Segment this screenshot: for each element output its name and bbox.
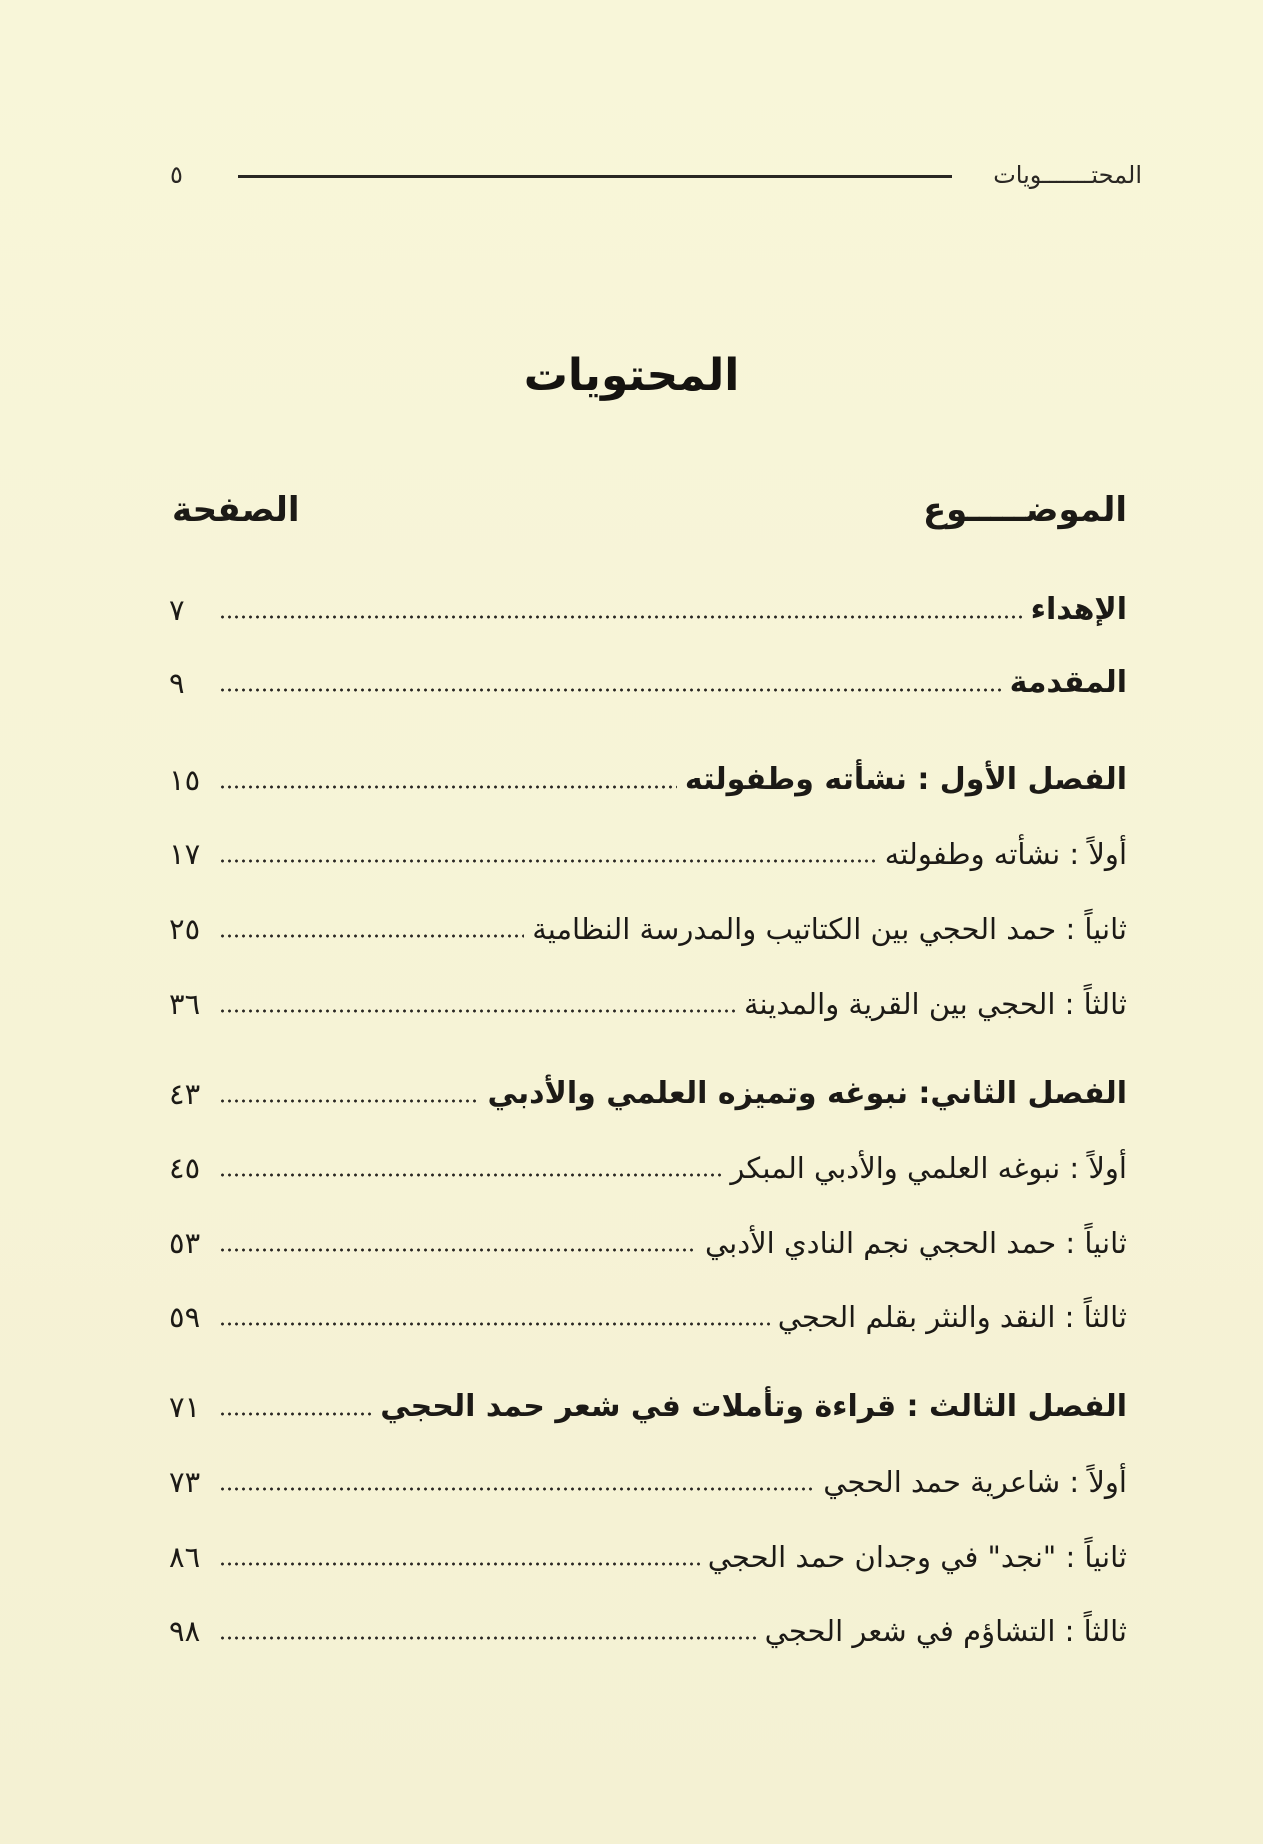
dot-leader: [219, 783, 677, 791]
toc-entry-page: ٧: [169, 593, 185, 627]
toc-entry[interactable]: [169, 834, 1127, 874]
toc-entry-label: الفصل الثالث : قراءة وتأملات في شعر حمد الحجي: [380, 1389, 1127, 1424]
dot-leader: [219, 1097, 480, 1105]
toc-entry-page: ١٧: [169, 837, 201, 871]
toc-entry[interactable]: [169, 590, 1127, 630]
toc-entry-page: ٨٦: [169, 1540, 201, 1574]
running-head-rule: [238, 175, 952, 178]
toc-entry-page: ٧١: [169, 1390, 201, 1424]
dot-leader: [219, 1560, 700, 1568]
toc-entry[interactable]: [169, 1148, 1127, 1188]
dot-leader: [219, 686, 1002, 694]
running-head-title: المحتـــــــويات: [993, 161, 1142, 189]
toc-entry[interactable]: [169, 1611, 1127, 1651]
dot-leader: [219, 1246, 697, 1254]
toc-entry-label: الفصل الثاني: نبوغه وتميزه العلمي والأدبي: [487, 1076, 1127, 1111]
toc-entry-label: أولاً : نبوغه العلمي والأدبي المبكر: [730, 1151, 1127, 1185]
toc-entry-page: ٤٥: [169, 1151, 201, 1185]
dot-leader: [219, 1320, 770, 1328]
toc-entry-page: ٥٣: [169, 1226, 201, 1260]
toc-entry[interactable]: [169, 1297, 1127, 1337]
dot-leader: [219, 1410, 372, 1418]
toc-entry-label: ثالثاً : الحجي بين القرية والمدينة: [743, 987, 1127, 1021]
dot-leader: [219, 932, 524, 940]
toc-entry-label: ثانياً : "نجد" في وجدان حمد الحجي: [707, 1540, 1127, 1574]
toc-entry-label: أولاً : نشأته وطفولته: [884, 837, 1127, 871]
toc-entry-page: ٤٣: [169, 1077, 201, 1111]
toc-entry-page: ٢٥: [169, 912, 201, 946]
toc-entry-page: ٩: [169, 666, 185, 700]
running-head: [170, 160, 1142, 190]
column-header-page: الصفحة: [172, 490, 300, 530]
running-head-page-number: ٥: [170, 161, 183, 189]
toc-entry-label: ثالثاً : التشاؤم في شعر الحجي: [764, 1614, 1127, 1648]
toc-entry-page: ٣٦: [169, 987, 201, 1021]
toc-entry-page: ٧٣: [169, 1465, 201, 1499]
toc-entry-label: ثانياً : حمد الحجي بين الكتاتيب والمدرسة النظامية: [532, 912, 1127, 946]
toc-entry[interactable]: [169, 1462, 1127, 1502]
toc-entry[interactable]: [169, 1223, 1127, 1263]
toc-entry-label: الفصل الأول : نشأته وطفولته: [684, 762, 1127, 797]
toc-entry-label: الإهداء: [1030, 592, 1127, 627]
toc-entry-page: ١٥: [169, 763, 201, 797]
toc-entry-label: أولاً : شاعرية حمد الحجي: [823, 1465, 1127, 1499]
column-headers: [172, 490, 1127, 540]
toc-entry[interactable]: [169, 1387, 1127, 1427]
toc-entry[interactable]: [169, 1537, 1127, 1577]
dot-leader: [219, 857, 877, 865]
dot-leader: [219, 1634, 757, 1642]
toc-entry[interactable]: [169, 1074, 1127, 1114]
toc-entry-page: ٥٩: [169, 1300, 201, 1334]
toc-entry[interactable]: [169, 663, 1127, 703]
dot-leader: [219, 1007, 736, 1015]
dot-leader: [219, 1485, 815, 1493]
toc-entry-label: المقدمة: [1009, 665, 1127, 700]
toc-entry-page: ٩٨: [169, 1614, 201, 1648]
toc-entry-label: ثانياً : حمد الحجي نجم النادي الأدبي: [704, 1226, 1127, 1260]
column-header-subject: الموضـــــوع: [922, 490, 1127, 530]
toc-entry[interactable]: [169, 909, 1127, 949]
toc-entry[interactable]: [169, 984, 1127, 1024]
toc-entry-label: ثالثاً : النقد والنثر بقلم الحجي: [777, 1300, 1127, 1334]
dot-leader: [219, 613, 1023, 621]
toc-entry[interactable]: [169, 760, 1127, 800]
page-title: المحتويات: [523, 350, 740, 401]
dot-leader: [219, 1171, 722, 1179]
